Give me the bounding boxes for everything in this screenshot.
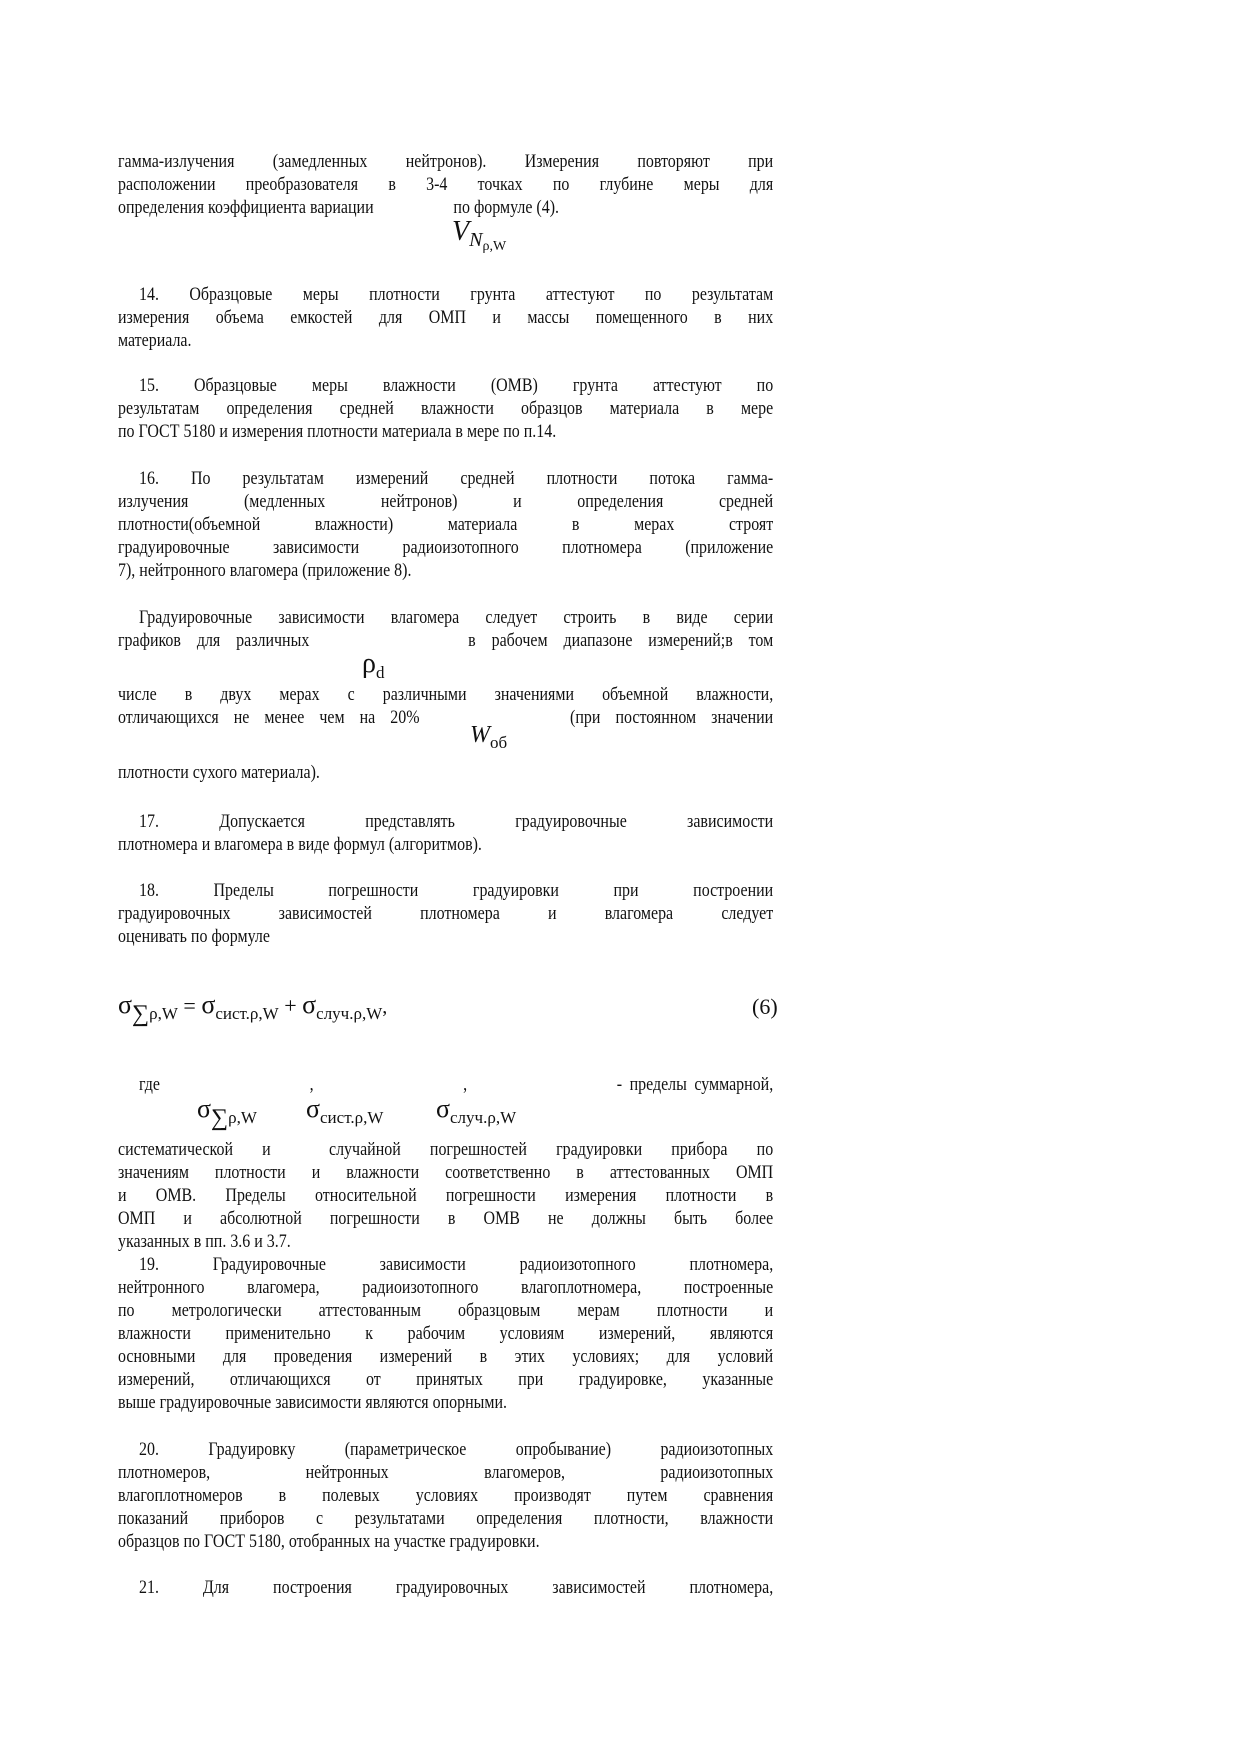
sigma-symbol: σ [436, 1094, 451, 1123]
text-line-content: влажности применительно к рабочим условиям измерений, являются [118, 1323, 774, 1344]
where-sigma-random [436, 1094, 517, 1127]
text-line-content: 15. Образцовые меры влажности (ОМВ) грунта аттестуют по [139, 375, 774, 396]
text-line [118, 397, 773, 420]
text-line [118, 467, 773, 490]
text-line [118, 1138, 773, 1161]
text-line-content: влагоплотномеров в полевых условиях производят путем сравнения [118, 1485, 774, 1506]
text-line [118, 1161, 773, 1184]
text-line [118, 1438, 773, 1461]
where-sigma-syst [306, 1094, 384, 1127]
text-line-content: по ГОСТ 5180 и измерения плотности материала в мере по п.14. [118, 421, 557, 442]
text-line [118, 196, 773, 219]
sigma-symbol: σ [302, 990, 317, 1019]
text-line-content: определения коэффициента вариации по формуле (4). [118, 197, 560, 218]
text-line-content: 20. Градуировку (параметрическое опробывание) радиоизотопных [139, 1439, 774, 1460]
sum-symbol: ∑ [132, 1001, 150, 1027]
text-line-content: измерения объема емкостей для ОМП и массы помещенного в них [118, 307, 774, 328]
text-line-content: указанных в пп. 3.6 и 3.7. [118, 1231, 291, 1252]
formula-rho-d [362, 648, 384, 680]
text-line-content: 7), нейтронного влагомера (приложение 8). [118, 560, 412, 581]
text-line-content: материала. [118, 330, 192, 351]
text-line [118, 1230, 773, 1253]
text-line [118, 1576, 773, 1599]
text-line [118, 513, 773, 536]
where-sigma-sum [197, 1094, 257, 1131]
text-line [118, 925, 773, 948]
text-line [118, 150, 773, 173]
equation-6 [118, 990, 388, 1027]
text-line-content: градуировочных зависимостей плотномера и влагомера следует [118, 903, 774, 924]
math-subscript: ρ,W [228, 1108, 257, 1127]
math-subscript: ρ,W [149, 1004, 178, 1023]
text-line-content: образцов по ГОСТ 5180, отобранных на участке градуировки. [118, 1531, 540, 1552]
math-symbol: W [470, 722, 490, 748]
text-line-content: ОМП и абсолютной погрешности в ОМВ не должны быть более [118, 1208, 774, 1229]
sigma-symbol: σ [118, 990, 133, 1019]
text-line-content: гамма-излучения (замедленных нейтронов). Измерения повторяют при [118, 151, 774, 172]
text-line [118, 283, 773, 306]
sigma-symbol: σ [201, 990, 216, 1019]
math-subscript: N [469, 229, 483, 251]
text-line-content: 16. По результатам измерений средней плотности потока гамма- [139, 468, 774, 489]
text-line-content: основными для проведения измерений в этих условиях; для условий [118, 1346, 774, 1367]
text-line [118, 1322, 773, 1345]
sigma-symbol: σ [306, 1094, 321, 1123]
text-line-content: плотности(объемной влажности) материала в мерах строят [118, 514, 774, 535]
text-line [118, 1253, 773, 1276]
text-line-content: отличающихся не менее чем на 20% (при постоянном значении [118, 707, 774, 728]
text-line [118, 1207, 773, 1230]
text-line [118, 374, 773, 397]
math-symbol: ρ [362, 648, 376, 679]
text-line-content: значениям плотности и влажности соответственно в аттестованных ОМП [118, 1162, 774, 1183]
text-line-content: по метрологически аттестованным образцовым мерам плотности и [118, 1300, 774, 1321]
math-subscript: сист.ρ,W [215, 1004, 279, 1023]
text-line-content: где , , - пределы суммарной, [139, 1074, 774, 1095]
text-line-content: и ОМВ. Пределы относительной погрешности измерения плотности в [118, 1185, 774, 1206]
text-line [118, 536, 773, 559]
text-line-content: графиков для различных в рабочем диапазоне измерений;в том [118, 630, 774, 651]
text-line-content: 21. Для построения градуировочных зависимостей плотномера, [139, 1577, 774, 1598]
text-line [118, 810, 773, 833]
text-line [118, 1530, 773, 1553]
text-line-content: оценивать по формуле [118, 926, 270, 947]
text-line-content: излучения (медленных нейтронов) и определения средней [118, 491, 774, 512]
text-line-content: расположении преобразователя в 3-4 точках по глубине меры для [118, 174, 774, 195]
text-line [118, 833, 773, 856]
text-line [118, 1484, 773, 1507]
text-line [118, 1276, 773, 1299]
text-line-content: показаний приборов с результатами определения плотности, влажности [118, 1508, 774, 1529]
text-line [118, 306, 773, 329]
text-line [118, 329, 773, 352]
text-line [118, 761, 773, 784]
math-symbol: V [452, 216, 470, 247]
text-line [118, 1507, 773, 1530]
math-subscript: сист.ρ,W [320, 1108, 384, 1127]
comma: , [382, 996, 388, 1018]
text-line-content: плотности сухого материала). [118, 762, 320, 783]
text-line-content: числе в двух мерах с различными значениями объемной влажности, [118, 684, 774, 705]
text-line-content: градуировочные зависимости радиоизотопного плотномера (приложение [118, 537, 774, 558]
plus-sign: + [278, 993, 303, 1018]
text-line [118, 1345, 773, 1368]
text-line-content: измерений, отличающихся от принятых при градуировке, указанные [118, 1369, 774, 1390]
sum-symbol: ∑ [211, 1105, 229, 1131]
text-line-content: нейтронного влагомера, радиоизотопного влагоплотномера, построенные [118, 1277, 774, 1298]
text-line-content: систематической и случайной погрешностей градуировки прибора по [118, 1139, 774, 1160]
text-line-content: плотномеров, нейтронных влагомеров, радиоизотопных [118, 1462, 774, 1483]
text-line [118, 706, 773, 729]
text-line [118, 490, 773, 513]
math-subscript: ρ,W [482, 239, 507, 254]
text-line [118, 420, 773, 443]
text-line [118, 1299, 773, 1322]
text-line-content: 14. Образцовые меры плотности грунта аттестуют по результатам [139, 284, 774, 305]
text-line [118, 1368, 773, 1391]
text-line [118, 1184, 773, 1207]
math-subscript: случ.ρ,W [316, 1004, 383, 1023]
text-line [118, 879, 773, 902]
equals-sign: = [177, 993, 202, 1018]
text-line-content: 18. Пределы погрешности градуировки при построении [139, 880, 774, 901]
text-line-content: 17. Допускается представлять градуировочные зависимости [139, 811, 774, 832]
text-line [118, 559, 773, 582]
text-line-content: 19. Градуировочные зависимости радиоизотопного плотномера, [139, 1254, 774, 1275]
text-line [118, 1073, 773, 1096]
text-line [118, 606, 773, 629]
math-subscript: об [490, 733, 508, 752]
sigma-symbol: σ [197, 1094, 212, 1123]
text-line [118, 1391, 773, 1414]
text-line-content: плотномера и влагомера в виде формул (алгоритмов). [118, 834, 482, 855]
text-line-content: выше градуировочные зависимости являются опорными. [118, 1392, 507, 1413]
text-line-content: результатам определения средней влажности образцов материала в мере [118, 398, 774, 419]
math-subscript: случ.ρ,W [450, 1108, 517, 1127]
equation-number: (6) [752, 994, 778, 1019]
text-line [118, 1461, 773, 1484]
text-line [118, 683, 773, 706]
text-line [118, 902, 773, 925]
text-line [118, 173, 773, 196]
text-line [118, 629, 773, 652]
text-line-content: Градуировочные зависимости влагомера следует строить в виде серии [139, 607, 774, 628]
formula-variation-coefficient [452, 216, 507, 254]
math-subscript: d [375, 663, 385, 682]
